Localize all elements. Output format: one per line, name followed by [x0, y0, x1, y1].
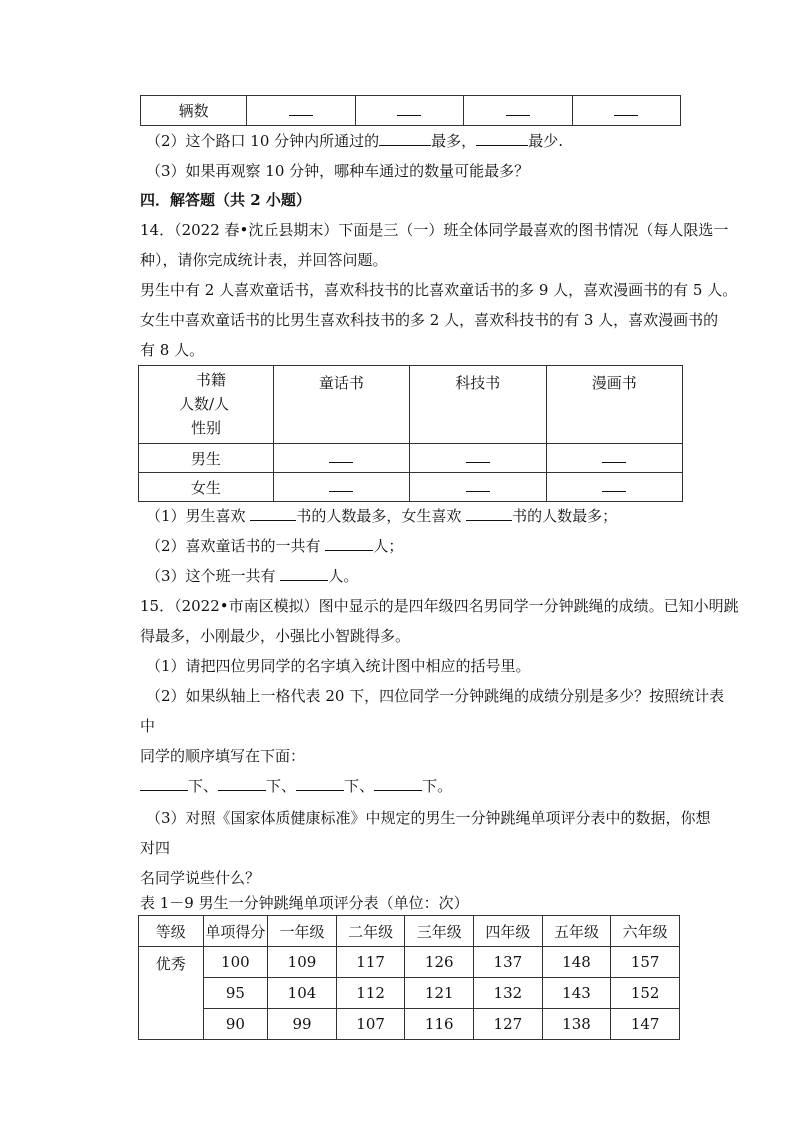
text: 人。 [328, 567, 359, 585]
column-header: 三年级 [405, 916, 474, 947]
q15-line: 15．（2022•市南区模拟）图中显示的是四年级四名男同学一分钟跳绳的成绩。已知小明跳 [140, 597, 739, 615]
book-preference-table [138, 365, 683, 502]
column-header: 五年级 [542, 916, 611, 947]
table-cell: 138 [542, 1009, 611, 1040]
separator: 、 [281, 777, 297, 795]
unit: 下 [344, 777, 360, 795]
text: （3）这个班一共有 [146, 567, 281, 585]
answer-blank[interactable] [218, 776, 266, 791]
row-header: 女生 [139, 473, 274, 502]
column-header: 四年级 [474, 916, 543, 947]
text: （2）喜欢童话书的一共有 [146, 537, 326, 555]
answer-cell [247, 96, 355, 126]
table-cell: 107 [336, 1009, 405, 1040]
table-cell: 137 [474, 947, 543, 978]
answer-blank[interactable] [140, 776, 188, 791]
answer-blank[interactable] [379, 131, 431, 146]
text: （1）男生喜欢 [146, 507, 251, 525]
column-header: 科技书 [410, 366, 546, 444]
column-header: 单项得分 [203, 916, 268, 947]
table-cell: 112 [336, 978, 405, 1009]
q15-part1: （1）请把四位男同学的名字填入统计图中相应的括号里。 [146, 657, 531, 675]
q15-line: 得最多，小刚最少，小强比小智跳得多。 [140, 627, 411, 645]
q14-line: 14．（2022 春•沈丘县期末）下面是三（一）班全体同学最喜欢的图书情况（每人限选一 [140, 221, 729, 239]
answer-blank[interactable] [374, 776, 422, 791]
q15-part3-line: 对四 [140, 839, 171, 857]
q15-part3-line: 名同学说些什么？ [140, 869, 261, 887]
header-books: 书籍 [195, 371, 226, 389]
answer-blank[interactable] [476, 131, 528, 146]
text: 人； [373, 537, 404, 555]
table-cell: 95 [203, 978, 268, 1009]
answer-cell [546, 444, 682, 473]
q14-part1 [146, 506, 617, 526]
q14-line: 男生中有 2 人喜欢童话书，喜欢科技书的比喜欢童话书的多 9 人，喜欢漫画书的有 5 人。 [140, 281, 738, 299]
text: 书的人数最多； [512, 507, 618, 525]
table-cell: 90 [203, 1009, 268, 1040]
text: 最少. [528, 132, 563, 150]
answer-cell [410, 473, 546, 502]
q13-part3: （3）如果再观察 10 分钟，哪种车通过的数量可能最多？ [146, 162, 530, 180]
answer-blank[interactable] [466, 506, 512, 521]
q14-part3 [146, 566, 358, 586]
answer-blank[interactable] [280, 566, 328, 581]
table-cell: 132 [474, 978, 543, 1009]
table-cell: 99 [268, 1009, 337, 1040]
table-cell: 100 [203, 947, 268, 978]
column-header: 六年级 [611, 916, 680, 947]
table-cell: 157 [611, 947, 680, 978]
table-cell: 127 [474, 1009, 543, 1040]
q15-part2-line: （2）如果纵轴上一格代表 20 下，四位同学一分钟跳绳的成绩分别是多少？按照统计表 [146, 687, 725, 705]
header-gender: 性别 [191, 419, 222, 437]
text: （2）这个路口 10 分钟内所通过的 [146, 132, 380, 150]
unit: 下 [188, 777, 204, 795]
q15-answer-line [140, 776, 452, 796]
q15-part2-line: 同学的顺序填写在下面： [140, 747, 306, 765]
row-header: 男生 [139, 444, 274, 473]
column-header: 童话书 [273, 366, 409, 444]
q14-line: 女生中喜欢童话书的比男生喜欢科技书的多 2 人，喜欢科技书的有 3 人，喜欢漫画书的 [140, 311, 719, 329]
column-header: 二年级 [336, 916, 405, 947]
answer-cell [546, 473, 682, 502]
answer-cell [410, 444, 546, 473]
q14-part2 [146, 536, 403, 556]
answer-cell [464, 96, 572, 126]
row-label: 辆数 [141, 96, 247, 126]
grade-label: 优秀 [139, 947, 204, 1040]
column-header: 等级 [139, 916, 204, 947]
q15-part2-line: 中 [140, 717, 156, 735]
answer-blank[interactable] [250, 506, 296, 521]
q14-line: 有 8 人。 [140, 341, 205, 359]
section-title: 四．解答题（共 2 小题） [140, 191, 311, 209]
separator: 、 [203, 777, 219, 795]
answer-cell [355, 96, 463, 126]
table-cell: 109 [268, 947, 337, 978]
unit: 下 [422, 777, 438, 795]
table-cell: 147 [611, 1009, 680, 1040]
q14-line: 种），请你完成统计表，并回答问题。 [140, 251, 388, 269]
answer-blank[interactable] [296, 776, 344, 791]
vehicle-count-table [140, 95, 681, 126]
q13-part2 [146, 131, 563, 151]
answer-blank[interactable] [325, 536, 373, 551]
separator: 、 [359, 777, 375, 795]
table-cell: 152 [611, 978, 680, 1009]
text: 最多， [431, 132, 477, 150]
table-cell: 148 [542, 947, 611, 978]
diagonal-header-cell [139, 366, 274, 444]
answer-cell [273, 473, 409, 502]
table-caption: 表 1－9 男生一分钟跳绳单项评分表（单位：次） [140, 894, 469, 912]
rope-skipping-score-table [138, 915, 680, 1040]
text: 书的人数最多，女生喜欢 [296, 507, 467, 525]
column-header: 漫画书 [546, 366, 682, 444]
table-cell: 126 [405, 947, 474, 978]
table-cell: 121 [405, 978, 474, 1009]
table-cell: 117 [336, 947, 405, 978]
column-header: 一年级 [268, 916, 337, 947]
q15-part3-line: （3）对照《国家体质健康标准》中规定的男生一分钟跳绳单项评分表中的数据，你想 [146, 809, 711, 827]
table-cell: 104 [268, 978, 337, 1009]
unit: 下 [266, 777, 282, 795]
answer-cell [572, 96, 680, 126]
table-cell: 143 [542, 978, 611, 1009]
header-count: 人数/人 [179, 395, 230, 413]
period: 。 [437, 777, 453, 795]
answer-cell [273, 444, 409, 473]
table-cell: 116 [405, 1009, 474, 1040]
